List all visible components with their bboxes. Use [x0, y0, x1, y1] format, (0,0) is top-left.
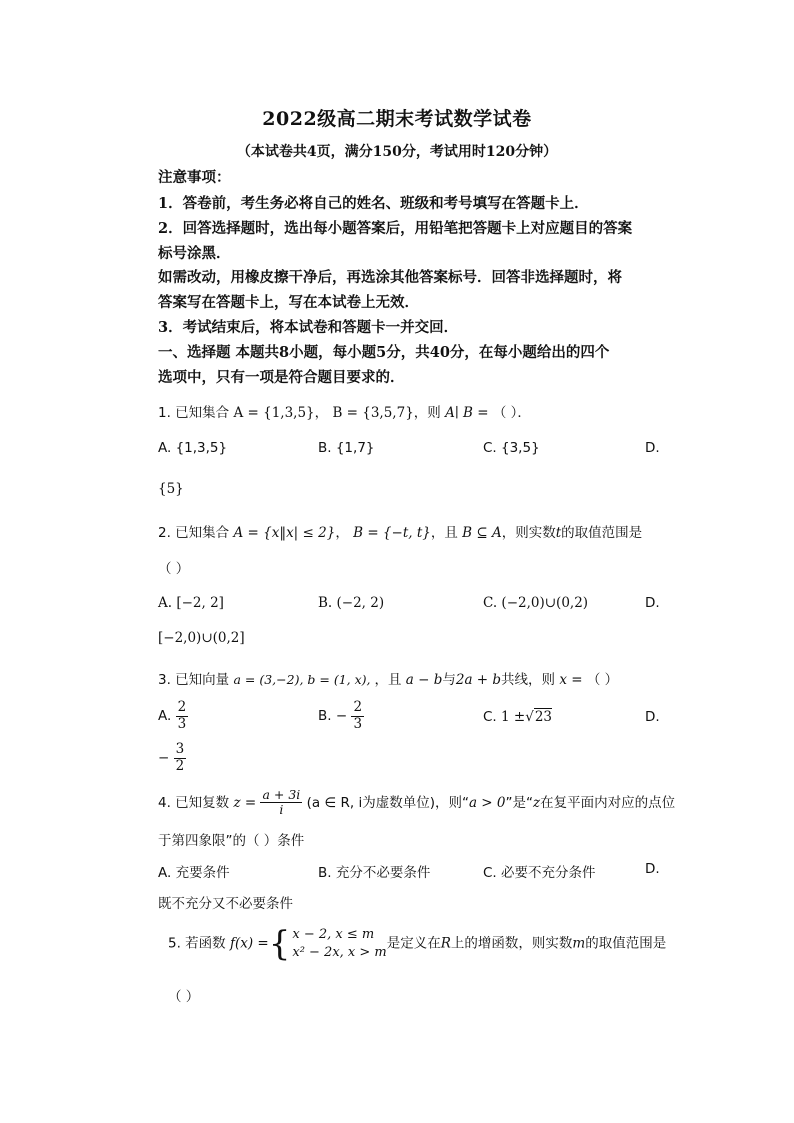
q2-set-b: B = {−t, t} [353, 525, 431, 541]
q1-blank: （ ）． [492, 405, 531, 421]
q1-option-b: B. {1,7} [318, 440, 375, 456]
q5-tail-1: 是定义在 [386, 935, 441, 952]
q2-ask: ，则实数 [501, 525, 556, 541]
q1-option-a: A. {1,3,5} [158, 440, 228, 456]
notes-item-2c: 如需改动，用橡皮擦干净后，再选涂其他答案标号．回答非选择题时，将 [158, 269, 622, 286]
q5-domain: R [440, 935, 451, 952]
q2-blank: （ ） [158, 561, 190, 577]
q2-set-a: A = {x‖x| ≤ 2} [233, 525, 336, 541]
q3-option-a-numerator: 2 [177, 699, 187, 715]
notes-item-2b: 标号涂黑． [158, 245, 231, 262]
question-5 [168, 923, 698, 964]
notes-item-1: 1．答卷前，考生务必将自己的姓名、班级和考号填写在答题卡上． [158, 195, 589, 212]
q3-option-b [318, 700, 364, 732]
q3-option-c-label: C. [483, 709, 497, 725]
question-2 [158, 521, 688, 541]
q3-vectors: a = (3,−2), b = (1, x), [233, 672, 375, 687]
exam-title: 2022级高二期末考试数学试卷 [262, 108, 532, 130]
q1-set-a: A = {1,3,5} [233, 405, 315, 421]
q2-option-d: D. [645, 595, 660, 611]
q5-case-1: x − 2, x ≤ m [292, 927, 375, 942]
q4-z: z [533, 794, 541, 811]
q3-var: x = [559, 672, 583, 688]
q4-option-d-value: 既不充分又不必要条件 [158, 896, 293, 912]
q1-then: ，则 [413, 405, 441, 421]
q1-set-b: B = {3,5,7} [332, 405, 414, 421]
q3-option-d-sign: − [158, 750, 170, 767]
q5-blank: （ ） [168, 989, 200, 1005]
q3-option-d-numerator: 3 [175, 741, 185, 757]
q5-tail-3: 的取值范围是 [585, 935, 667, 952]
q3-option-b-fraction [351, 700, 364, 732]
q1-prefix: 1. 已知集合 [158, 405, 230, 421]
q3-blank: （ ） [586, 672, 619, 688]
q2-option-b: B. (−2, 2) [318, 595, 385, 611]
q4-z-var: z = [233, 794, 257, 811]
q4-tail: 在复平面内对应的点位 [540, 794, 676, 811]
q5-cases [292, 926, 386, 961]
q4-cond-expr: a > 0 [468, 794, 506, 811]
question-3 [158, 668, 688, 688]
q3-prefix: 3. 已知向量 [158, 672, 230, 688]
notes-item-3: 3．考试结束后，将本试卷和答题卡一并交回． [158, 319, 459, 336]
q3-option-b-label: B. − [318, 708, 348, 725]
q4-option-b: B. 充分不必要条件 [318, 865, 431, 881]
q1-sep: ， [314, 405, 329, 421]
section1-line2: 选项中，只有一项是符合题目要求的． [158, 369, 405, 386]
section1-line1: 一、选择题 本题共8小题，每小题5分，共40分，在每小题给出的四个 [158, 344, 610, 361]
q2-cond: ，且 [430, 525, 458, 541]
q3-option-d-value [158, 742, 186, 774]
q4-option-d: D. [645, 861, 660, 877]
question-1 [158, 401, 688, 421]
q3-mid: 与 [442, 672, 456, 688]
q5-m: m [572, 935, 586, 952]
q3-option-c: C. 1 ±√23 [483, 709, 553, 725]
q2-tail: 的取值范围是 [561, 525, 643, 541]
q4-denominator: i [279, 802, 284, 818]
q3-option-d-fraction [174, 742, 187, 774]
q3-option-a-denominator: 3 [177, 715, 187, 732]
notes-heading: 注意事项： [158, 169, 231, 186]
q4-cond: (a ∈ R, i为虚数单位)，则“ [306, 794, 469, 811]
question-4 [158, 788, 688, 818]
notes-item-2a: 2．回答选择题时，选出每小题答案后，用铅笔把答题卡上对应题目的答案 [158, 220, 633, 237]
q5-tail-2: 上的增函数，则实数 [450, 935, 573, 952]
q3-option-a-fraction [176, 700, 189, 732]
q2-option-d-value: [−2,0)∪(0,2] [158, 630, 245, 646]
q2-subset: B ⊆ A [462, 525, 502, 541]
q5-prefix: 5. 若函数 [168, 935, 226, 952]
q3-option-b-denominator: 3 [353, 715, 363, 732]
q5-brace: { [268, 923, 291, 964]
q1-option-d: D. [645, 440, 660, 456]
q2-prefix: 2. 已知集合 [158, 525, 230, 541]
q4-fraction [260, 788, 302, 818]
q4-prefix: 4. 已知复数 [158, 794, 230, 811]
q3-option-c-radicand: 23 [534, 709, 553, 725]
exam-subtitle: （本试卷共4页，满分150分，考试用时120分钟） [236, 144, 558, 160]
q1-option-d-value: {5} [158, 481, 184, 497]
q4-mid: ”是“ [505, 794, 534, 811]
q4-option-c: C. 必要不充分条件 [483, 865, 596, 881]
q3-option-b-numerator: 2 [353, 699, 363, 715]
q1-option-c: C. {3,5} [483, 440, 540, 456]
q2-option-a: A. [−2, 2] [158, 595, 224, 611]
q3-tail: 共线，则 [501, 672, 556, 688]
q1-expr: A∣ B = [445, 405, 489, 421]
q5-function: f(x) = [229, 935, 269, 952]
q2-sep: ， [335, 525, 349, 541]
q4-numerator: a + 3i [262, 787, 301, 802]
q3-option-c-prefix: 1 ± [501, 709, 526, 725]
q3-option-a [158, 700, 188, 732]
q3-option-a-label: A. [158, 708, 172, 725]
q3-expr-1: a − b [405, 672, 443, 688]
q3-option-d-denominator: 2 [175, 757, 185, 774]
q5-case-2: x² − 2x, x > m [292, 944, 387, 960]
q3-cond: ，且 [374, 672, 402, 688]
q2-option-c: C. (−2,0)∪(0,2) [483, 595, 589, 611]
q3-option-d: D. [645, 709, 660, 725]
q4-option-a: A. 充要条件 [158, 865, 230, 881]
notes-item-2d: 答案写在答题卡上，写在本试卷上无效． [158, 294, 419, 311]
q2-var: t [555, 525, 562, 541]
q3-expr-2: 2a + b [455, 672, 502, 688]
q4-line-2: 于第四象限”的（ ）条件 [158, 833, 305, 849]
